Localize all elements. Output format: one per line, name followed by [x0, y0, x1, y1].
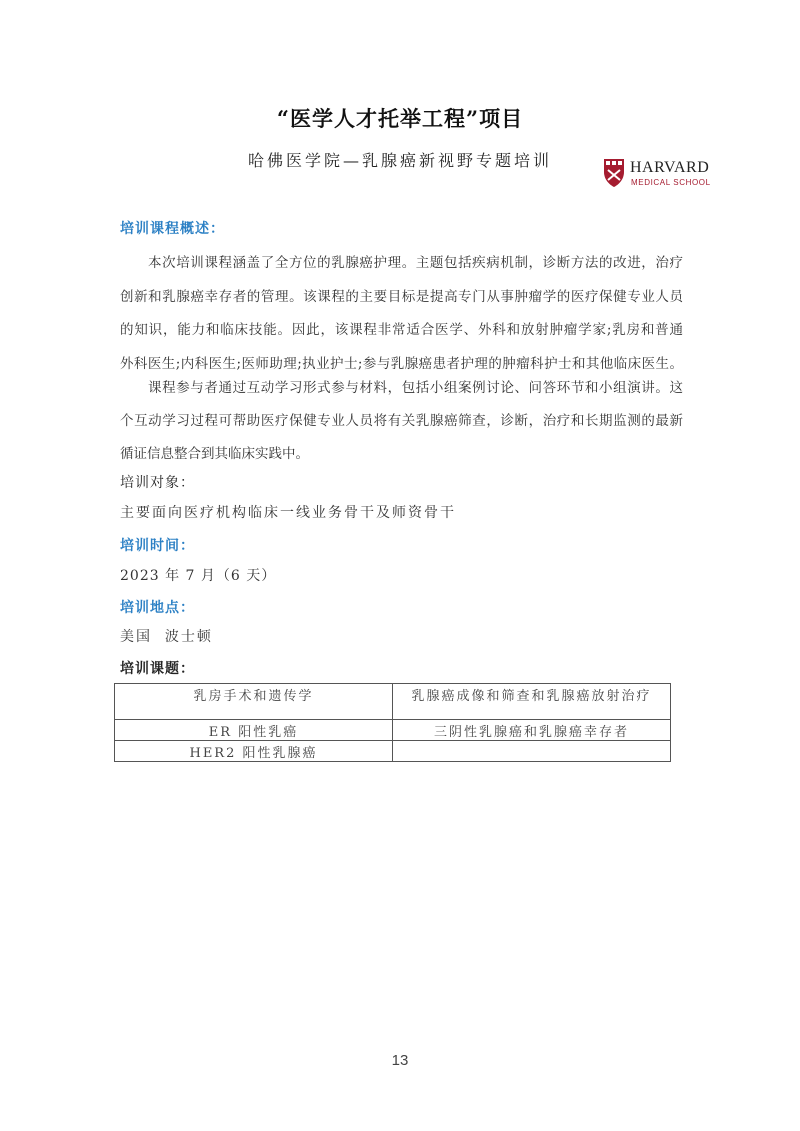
location-heading: 培训地点： — [120, 600, 195, 616]
table-cell: 乳腺癌成像和筛查和乳腺癌放射治疗 — [393, 684, 671, 720]
logo-medical-school-text: MEDICAL SCHOOL — [631, 178, 711, 187]
overview-line: 本次培训课程涵盖了全方位的乳腺癌护理。主题包括疾病机制，诊断方法的改进，治疗 — [148, 255, 683, 271]
overview-heading: 培训课程概述： — [120, 221, 225, 237]
table-row — [115, 720, 671, 741]
harvard-shield-icon — [603, 158, 625, 188]
overview-line: 循证信息整合到其临床实践中。 — [120, 446, 309, 462]
topics-table — [114, 683, 671, 762]
location-text: 美国 波士顿 — [120, 629, 213, 645]
time-heading: 培训时间： — [120, 538, 195, 554]
time-text: 2023 年 7 月（6 天） — [120, 568, 277, 584]
page-number: 13 — [391, 1052, 409, 1069]
page-title: “医学人才托举工程”项目 — [276, 106, 524, 131]
table-row — [115, 684, 671, 720]
logo-harvard-text: HARVARD — [630, 159, 710, 176]
table-cell: HER2 阳性乳腺癌 — [115, 741, 393, 762]
table-cell — [393, 741, 671, 762]
page-subtitle: 哈佛医学院—乳腺癌新视野专题培训 — [247, 151, 552, 170]
audience-heading: 培训对象： — [120, 475, 195, 491]
overview-line: 的知识，能力和临床技能。因此，该课程非常适合医学、外科和放射肿瘤学家;乳房和普通 — [120, 322, 683, 338]
harvard-medical-school-logo — [603, 158, 723, 194]
topics-heading: 培训课题： — [120, 661, 195, 677]
overview-line: 个互动学习过程可帮助医疗保健专业人员将有关乳腺癌筛查，诊断，治疗和长期监测的最新 — [120, 413, 683, 429]
table-cell: 三阴性乳腺癌和乳腺癌幸存者 — [393, 720, 671, 741]
overview-line: 外科医生;内科医生;医师助理;执业护士;参与乳腺癌患者护理的肿瘤科护士和其他临床医生。 — [120, 356, 683, 372]
overview-line: 创新和乳腺癌幸存者的管理。该课程的主要目标是提高专门从事肿瘤学的医疗保健专业人员 — [120, 289, 683, 305]
table-cell: ER 阳性乳癌 — [115, 720, 393, 741]
overview-line: 课程参与者通过互动学习形式参与材料，包括小组案例讨论、问答环节和小组演讲。这 — [148, 380, 683, 396]
audience-text: 主要面向医疗机构临床一线业务骨干及师资骨干 — [120, 505, 456, 521]
table-row — [115, 741, 671, 762]
table-cell: 乳房手术和遗传学 — [115, 684, 393, 720]
